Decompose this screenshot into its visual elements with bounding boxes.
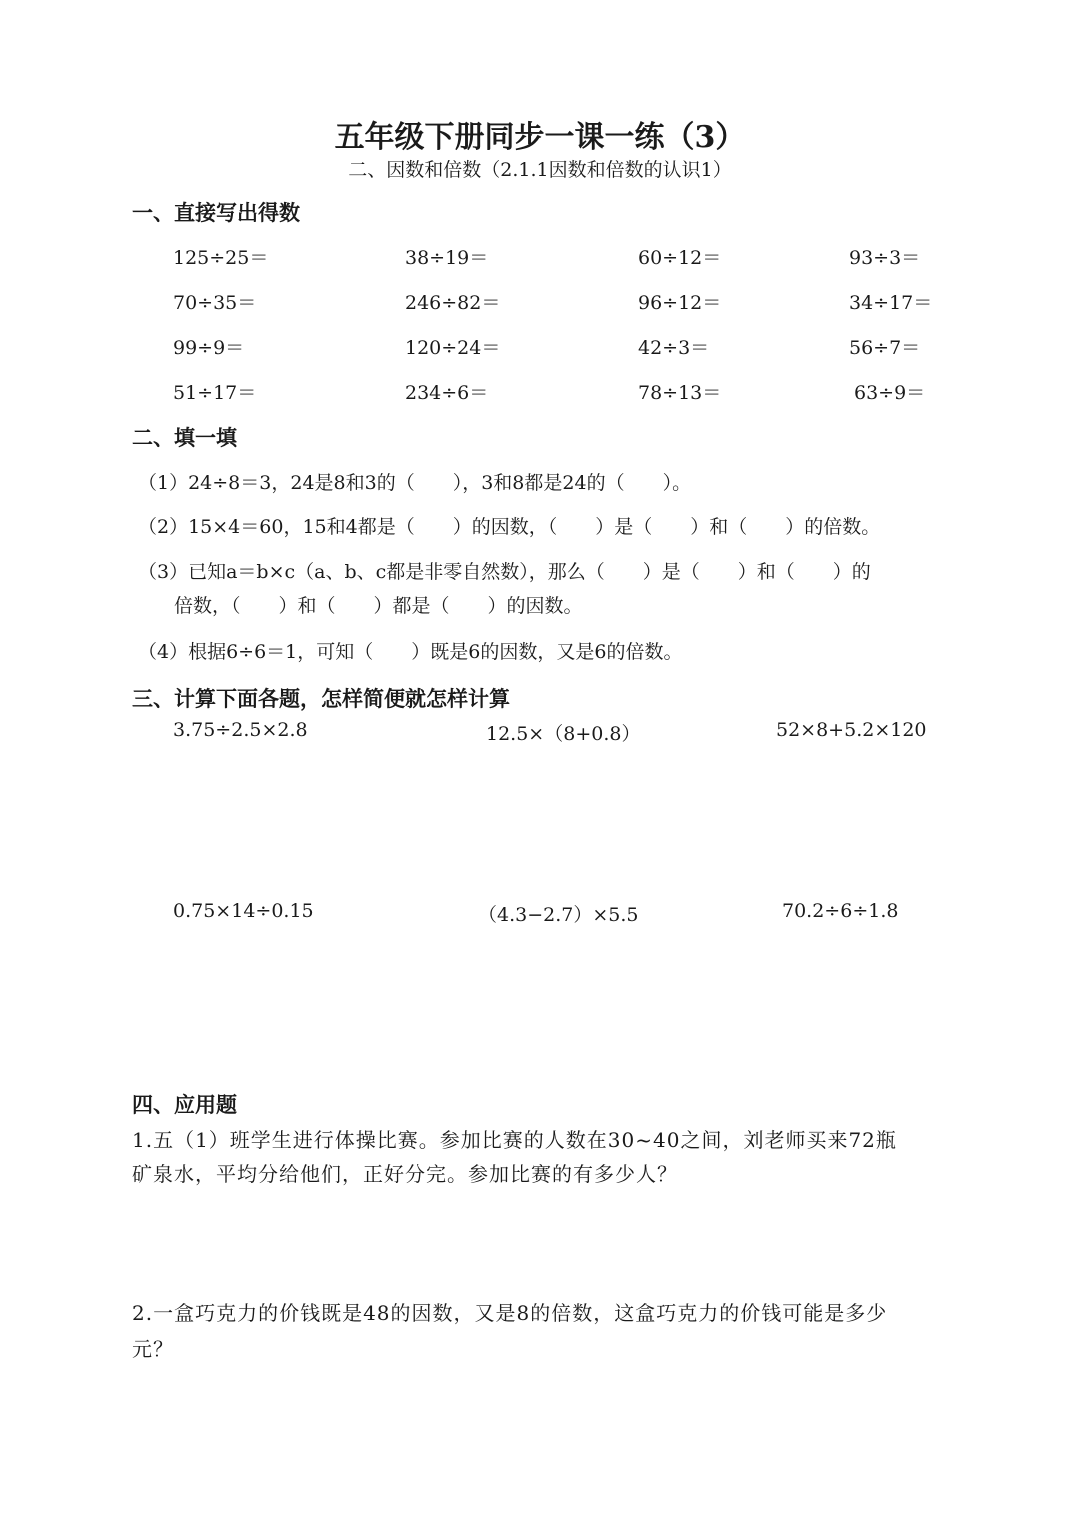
page-subtitle: 二、因数和倍数（2.1.1因数和倍数的认识1） bbox=[348, 159, 732, 181]
calc-item: （4.3−2.7）×5.5 bbox=[478, 904, 639, 926]
calc-item: 52×8+5.2×120 bbox=[776, 719, 927, 741]
exercise-item: 78÷13＝ bbox=[638, 382, 722, 404]
exercise-item: 99÷9＝ bbox=[173, 337, 245, 359]
application-problem-2: 2.一盒巧克力的价钱既是48的因数，又是8的倍数，这盒巧克力的价钱可能是多少 bbox=[132, 1301, 888, 1325]
fill-question-1: （1）24÷8＝3，24是8和3的（ ），3和8都是24的（ ）。 bbox=[138, 472, 692, 494]
exercise-item: 42÷3＝ bbox=[638, 337, 710, 359]
calc-item: 0.75×14÷0.15 bbox=[173, 900, 314, 922]
application-problem-2-continued: 元？ bbox=[132, 1337, 174, 1361]
exercise-item: 34÷17＝ bbox=[849, 292, 933, 314]
exercise-item: 246÷82＝ bbox=[405, 292, 501, 314]
exercise-item: 38÷19＝ bbox=[405, 247, 489, 269]
section-1-heading: 一、直接写出得数 bbox=[132, 200, 300, 225]
section-3-heading: 三、计算下面各题，怎样简便就怎样计算 bbox=[132, 686, 510, 711]
fill-question-4: （4）根据6÷6＝1，可知（ ）既是6的因数，又是6的倍数。 bbox=[138, 641, 683, 663]
exercise-item: 93÷3＝ bbox=[849, 247, 921, 269]
exercise-item: 56÷7＝ bbox=[849, 337, 921, 359]
calc-item: 3.75÷2.5×2.8 bbox=[173, 719, 308, 741]
exercise-item: 60÷12＝ bbox=[638, 247, 722, 269]
exercise-item: 70÷35＝ bbox=[173, 292, 257, 314]
section-4-heading: 四、应用题 bbox=[132, 1092, 237, 1117]
exercise-item: 63÷9＝ bbox=[854, 382, 926, 404]
exercise-item: 234÷6＝ bbox=[405, 382, 489, 404]
exercise-item: 120÷24＝ bbox=[405, 337, 501, 359]
calc-item: 12.5×（8+0.8） bbox=[486, 723, 641, 745]
exercise-item: 96÷12＝ bbox=[638, 292, 722, 314]
application-problem-1-continued: 矿泉水，平均分给他们，正好分完。参加比赛的有多少人？ bbox=[132, 1162, 678, 1186]
page-title: 五年级下册同步一课一练（3） bbox=[334, 120, 746, 155]
fill-question-2: （2）15×4＝60，15和4都是（ ）的因数，（ ）是（ ）和（ ）的倍数。 bbox=[138, 516, 881, 538]
fill-question-3-continued: 倍数，（ ）和（ ）都是（ ）的因数。 bbox=[174, 595, 583, 617]
application-problem-1: 1.五（1）班学生进行体操比赛。参加比赛的人数在30~40之间，刘老师买来72瓶 bbox=[132, 1128, 897, 1152]
calc-item: 70.2÷6÷1.8 bbox=[782, 900, 899, 922]
exercise-item: 51÷17＝ bbox=[173, 382, 257, 404]
exercise-item: 125÷25＝ bbox=[173, 247, 269, 269]
fill-question-3: （3）已知a＝b×c（a、b、c都是非零自然数），那么（ ）是（ ）和（ ）的 bbox=[138, 561, 871, 583]
section-2-heading: 二、填一填 bbox=[132, 425, 237, 450]
